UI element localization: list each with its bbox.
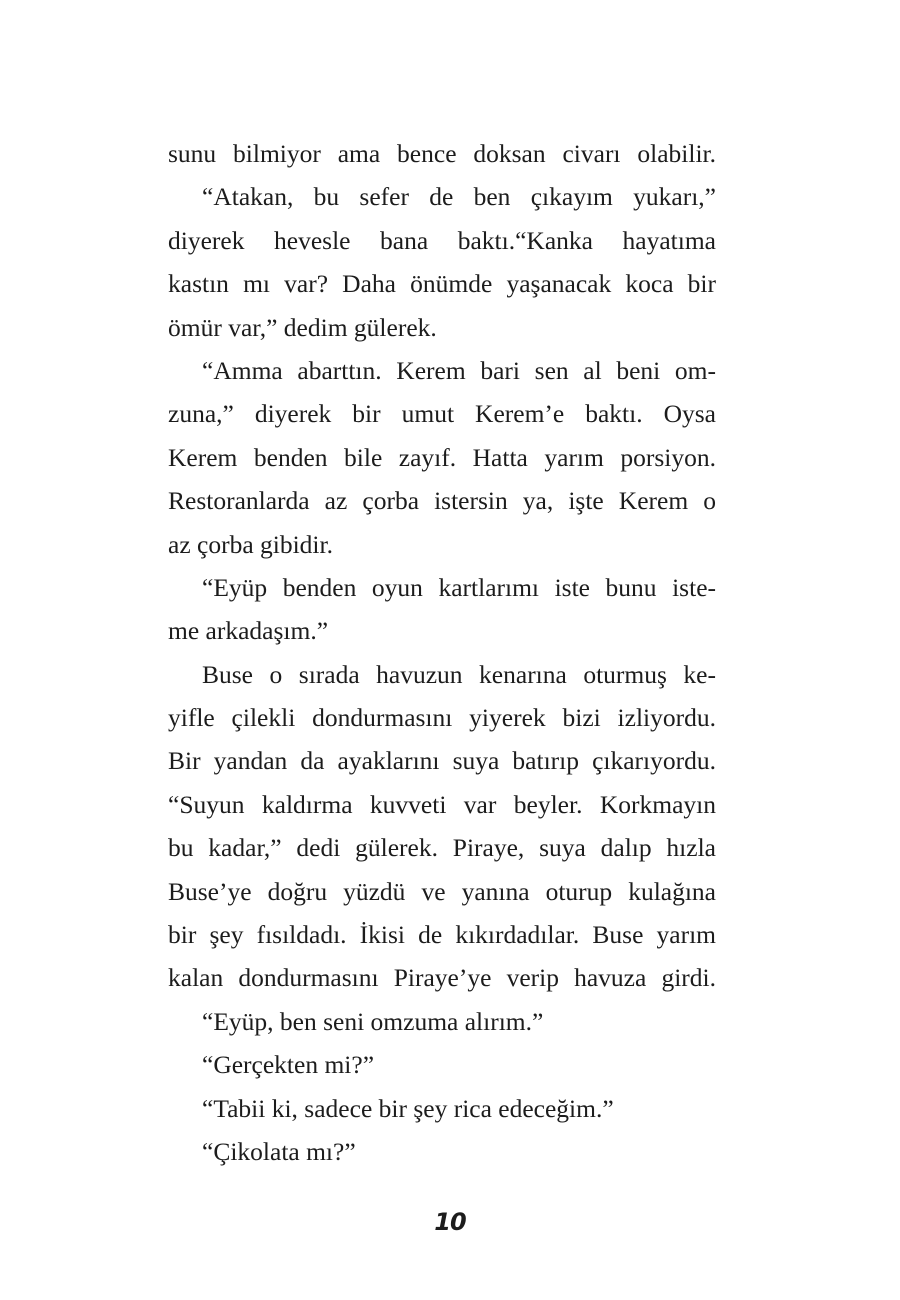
text-line: diyerek hevesle bana baktı.“Kanka hayatıma [168,225,716,255]
text-line: Buse’ye doğru yüzdü ve yanına oturup kulağına [168,876,716,906]
text-line: “Atakan, bu sefer de ben çıkayım yukarı,” [202,182,716,212]
body-text [168,132,716,1173]
text-line: sunu bilmiyor ama bence doksan civarı olabilir. [168,139,716,168]
text-line: kastın mı var? Daha önümde yaşanacak koca bir [168,269,716,299]
text-line: zuna,” diyerek bir umut Kerem’e baktı. Oysa [168,399,716,429]
text-line: “Çikolata mı?” [202,1136,356,1166]
text-line: “Suyun kaldırma kuvveti var beyler. Korkmayın [168,789,716,819]
text-line: me arkadaşım.” [168,616,329,646]
text-line: az çorba gibidir. [168,529,333,559]
text-line: “Tabii ki, sadece bir şey rica edeceğim.” [202,1093,614,1123]
text-line: “Eyüp benden oyun kartlarımı iste bunu iste- [202,572,716,602]
text-line: bir şey fısıldadı. İkisi de kıkırdadılar. Buse yarım [168,920,716,950]
text-line: “Gerçekten mi?” [202,1050,375,1080]
text-line: ömür var,” dedim gülerek. [168,312,437,342]
text-line: kalan dondurmasını Piraye’ye verip havuza girdi. [168,963,716,993]
text-line: bu kadar,” dedi gülerek. Piraye, suya dalıp hızla [168,833,716,863]
text-line: Restoranlarda az çorba istersin ya, işte Kerem o [168,486,716,516]
text-line: Kerem benden bile zayıf. Hatta yarım porsiyon. [168,442,716,472]
text-line: “Eyüp, ben seni omzuma alırım.” [202,1006,544,1036]
page-number: 10 [434,1208,466,1236]
text-line: “Amma abarttın. Kerem bari sen al beni om- [202,355,716,385]
text-line: yifle çilekli dondurmasını yiyerek bizi izliyordu. [168,703,716,733]
text-line: Buse o sırada havuzun kenarına oturmuş ke- [202,659,716,689]
text-line: Bir yandan da ayaklarını suya batırıp çıkarıyordu. [168,746,716,776]
